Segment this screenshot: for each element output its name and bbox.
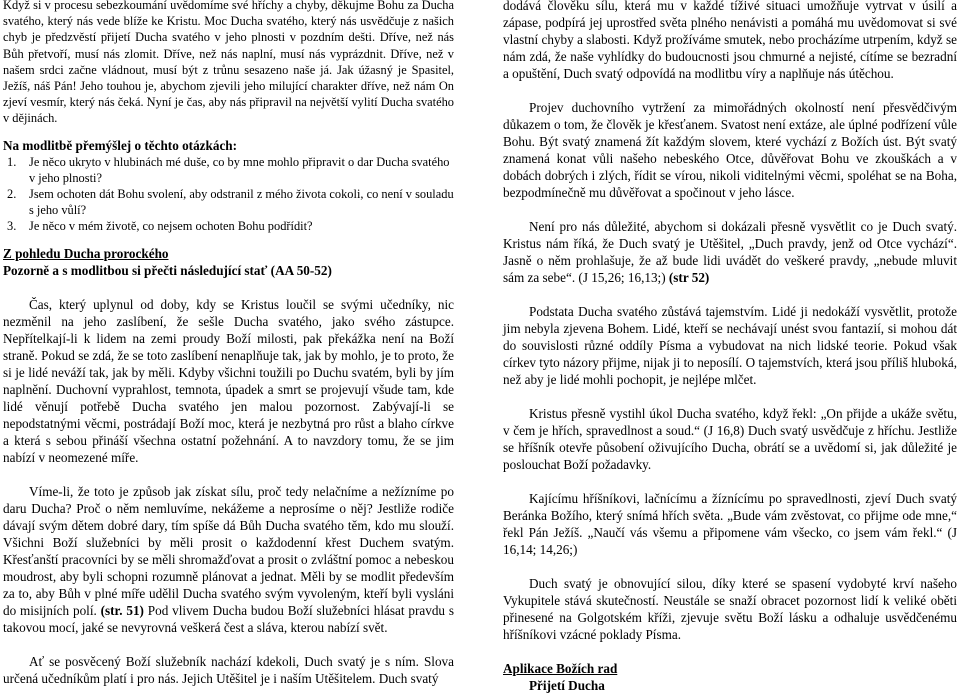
question-number: 1. xyxy=(7,154,17,169)
question-text: Jsem ochoten dát Bohu svolení, aby odstranil z mého života cokoli, co není v souladu s jeho vůlí? xyxy=(29,187,454,218)
body-paragraph: Víme-li, že toto je způsob jak získat sílu, proč tedy nelačníme a nežízníme po daru Ducha? Proč o něm nemluvíme, nekážeme a neprosíme o něj? Jestliže rodiče dávají svým dětem dobré dary, tím spíše dá Bůh Ducha svatého těm, kdo mu slouží. Všichni Boží služebníci by měli prosit o každodenní křest Duchem svatým. Křesťanští pracovníci by se měli shromažďovat a prosit o zvláštní pomoc a nebeskou moudrost, aby byli schopni rozumně plánovat a jednat. Měli by se modlit především za to, aby Bůh v plné míře udělil Ducha svatého svým vyvoleným, kteří byli vysláni do misijních polí. (str. 51) Pod vlivem Ducha budou Boží služebníci hlásat pravdu s takovou mocí, jaké se nevyrovná veškerá čest a sláva, kterou nabízí svět. xyxy=(3,483,455,635)
application-subtitle: Přijetí Ducha xyxy=(529,678,605,693)
body-paragraph: Kristus přesně vystihl úkol Ducha svatého, když řekl: „On přijde a ukáže světu, v čem je hřích, spravedlnost a soud.“ (J 16,8) Duch svatý usvědčuje z hříchu. Jestliže se hříšník otevře působení oživujícího Ducha, obrátí se a uvědomí si, jak důležité je poslouchat Boží požadavky. xyxy=(503,406,957,472)
reflect-heading: Na modlitbě přemýšlej o těchto otázkách: xyxy=(3,137,238,153)
body-paragraph: dodává člověku sílu, která mu v každé tíživé situaci umožňuje vytrvat v úsilí a zápase, podpírá jej uprostřed světa plného nenávisti a pomáhá mu uvědomovat si své vlastní chyby a slabosti. Když prožíváme smutek, nebo procházíme utrpením, když se nám zdá, že naše vyhlídky do budoucnosti jsou chmurné a nejisté, cítíme se bezradní a opuštění, Duch svatý odpovídá na modlitbu víry a naplňuje nás útěchou. xyxy=(503,0,957,81)
body-paragraph: Čas, který uplynul od doby, kdy se Kristus loučil se svými učedníky, nic nezměnil na jeho zaslíbení, že sešle Ducha svatého, jako svého zástupce. Nepřítelkají-li k lidem na zemi proudy Boží milosti, pak překážka není na Boží straně. Pokud se zdá, že se toto zaslíbení nenaplňuje tak, jak by mohlo, je to proto, že si je lidé neváží tak, jak by měli. Kdyby všichni toužili po Duchu svatém, byli by jím naplnění. Duchovní vyprahlost, temnota, úpadek a smrt se projevují všude tam, kde lidé věnují potřebě Ducha svatého jen malou pozornost. Zabývají-li se nepodstatnými věcmi, postrádají Boží moc, která je nezbytná pro růst a blaho církve a která s sebou přináší všechna ostatní požehnání. A to navzdory tomu, že se jim nabízí v neomezené míře. xyxy=(3,296,454,465)
question-item xyxy=(3,218,454,234)
body-paragraph: Ať se posvěcený Boží služebník nachází kdekoli, Duch svatý je s ním. Slova určená učedníkům platí i pro nás. Jejich Utěšitel je i naším Utěšitelem. Duch svatý xyxy=(3,653,454,686)
page-reference: (str. 51) xyxy=(100,602,144,618)
question-text: Je něco v mém životě, co nejsem ochoten Bohu podřídit? xyxy=(29,219,313,234)
page-reference: (str 52) xyxy=(668,270,710,285)
body-paragraph: Není pro nás důležité, abychom si dokázali přesně vysvětlit co je Duch svatý. Kristus nám říká, že Duch svatý je Utěšitel, „Duch pravdy, jenž od Otce vychází“. Jasně o něm prohlašuje, že až bude lidi uvádět do veškeré pravdy, „nebude mluvit sám za sebe“. (J 15,26; 16,13;) (str 52) xyxy=(503,219,957,285)
question-item xyxy=(3,186,454,218)
question-number: 2. xyxy=(7,187,17,202)
application-title: Aplikace Božích rad xyxy=(503,661,618,676)
right-column xyxy=(503,0,957,694)
left-column xyxy=(3,0,454,687)
question-number: 3. xyxy=(7,219,17,234)
body-paragraph: Kajícímu hříšníkovi, lačnícímu a žíznícímu po spravedlnosti, zjeví Duch svatý Beránka Božího, který snímá hřích světa. „Bude vám zvěstovat, co přijme ode mne,“ řekl Pán Ježíš. „Naučí vás všemu a připomene vám všecko, co jsem vám řekl.“ (J 16,14; 14,26;) xyxy=(503,491,957,557)
body-paragraph: Podstata Ducha svatého zůstává tajemstvím. Lidé ji nedokáží vysvětlit, protože jim nebyla zjevena Bohem. Lidé, kteří se nechávají unést svou fantazií, si mohou dát do souvislosti různé oddíly Písma a vybudovat na nich lidské teorie. Pokud však církev tyto názory přijme, nijak ji to neposílí. O tajemstvích, která jsou příliš hluboká, než aby je lidé mohli pochopit, je nejlépe mlčet. xyxy=(503,304,957,387)
intro-paragraph: Když si v procesu sebezkoumání uvědomíme své hříchy a chyby, děkujme Bohu za Ducha svatého, který nás vede blíže ke Kristu. Moc Ducha svatého, který nás usvědčuje z našich chyb je předzvěstí přijetí Ducha svatého v jeho plnosti v pozdním dešti. Dříve, než nás Bůh přetvoří, musí nás zlomit. Dříve, než nás naplní, musí nás vyprázdnit. Dříve, než v našem srdci začne vládnout, musí být z trůnu sesazeno naše já. Jak úžasný je Spasitel, Ježíš, náš Pán! Jeho touhou je, abychom zjevili jeho milující charakter dříve, než nám On zjeví vesmír, který nás čeká. Nyní je čas, aby nás připravil na největší vylití Ducha svatého v dějinách. xyxy=(3,0,454,126)
question-item xyxy=(3,154,454,186)
section-title: Z pohledu Ducha prorockého xyxy=(3,245,169,261)
question-list xyxy=(3,154,454,235)
body-paragraph: Projev duchovního vytržení za mimořádných okolností není přesvědčivým důkazem o tom, že člověk je křesťanem. Svatost není extáze, ale úplné podřízení vůle Bohu. Být svatý znamená žít každým slovem, které vychází z Božích úst. Být svatý znamená konat vůli našeho nebeského Otce, důvěřovat Bohu ve zkouškách a v dobách dobrých i zlých, řídit se vírou, nikoli viditelnými věcmi, spoléhat se na Boha, bezpodmínečně mu důvěřovat a spočinout v jeho lásce. xyxy=(503,100,957,200)
question-text: Je něco ukryto v hlubinách mé duše, co by mne mohlo připravit o dar Ducha svatého v jeho plnosti? xyxy=(29,154,450,185)
section-subtitle: Pozorně a s modlitbou si přečti následující stať (AA 50-52) xyxy=(3,262,332,278)
body-paragraph: Duch svatý je obnovující silou, díky které se spasení vydobyté krví našeho Vykupitele stává skutečností. Neustále se snaží obracet pozornost lidí k veliké oběti přinesené na Golgotském kříži, zjevuje světu Boží lásku a odhaluje usvědčenému hříšníkovi vzácné poklady Písma. xyxy=(503,576,957,642)
